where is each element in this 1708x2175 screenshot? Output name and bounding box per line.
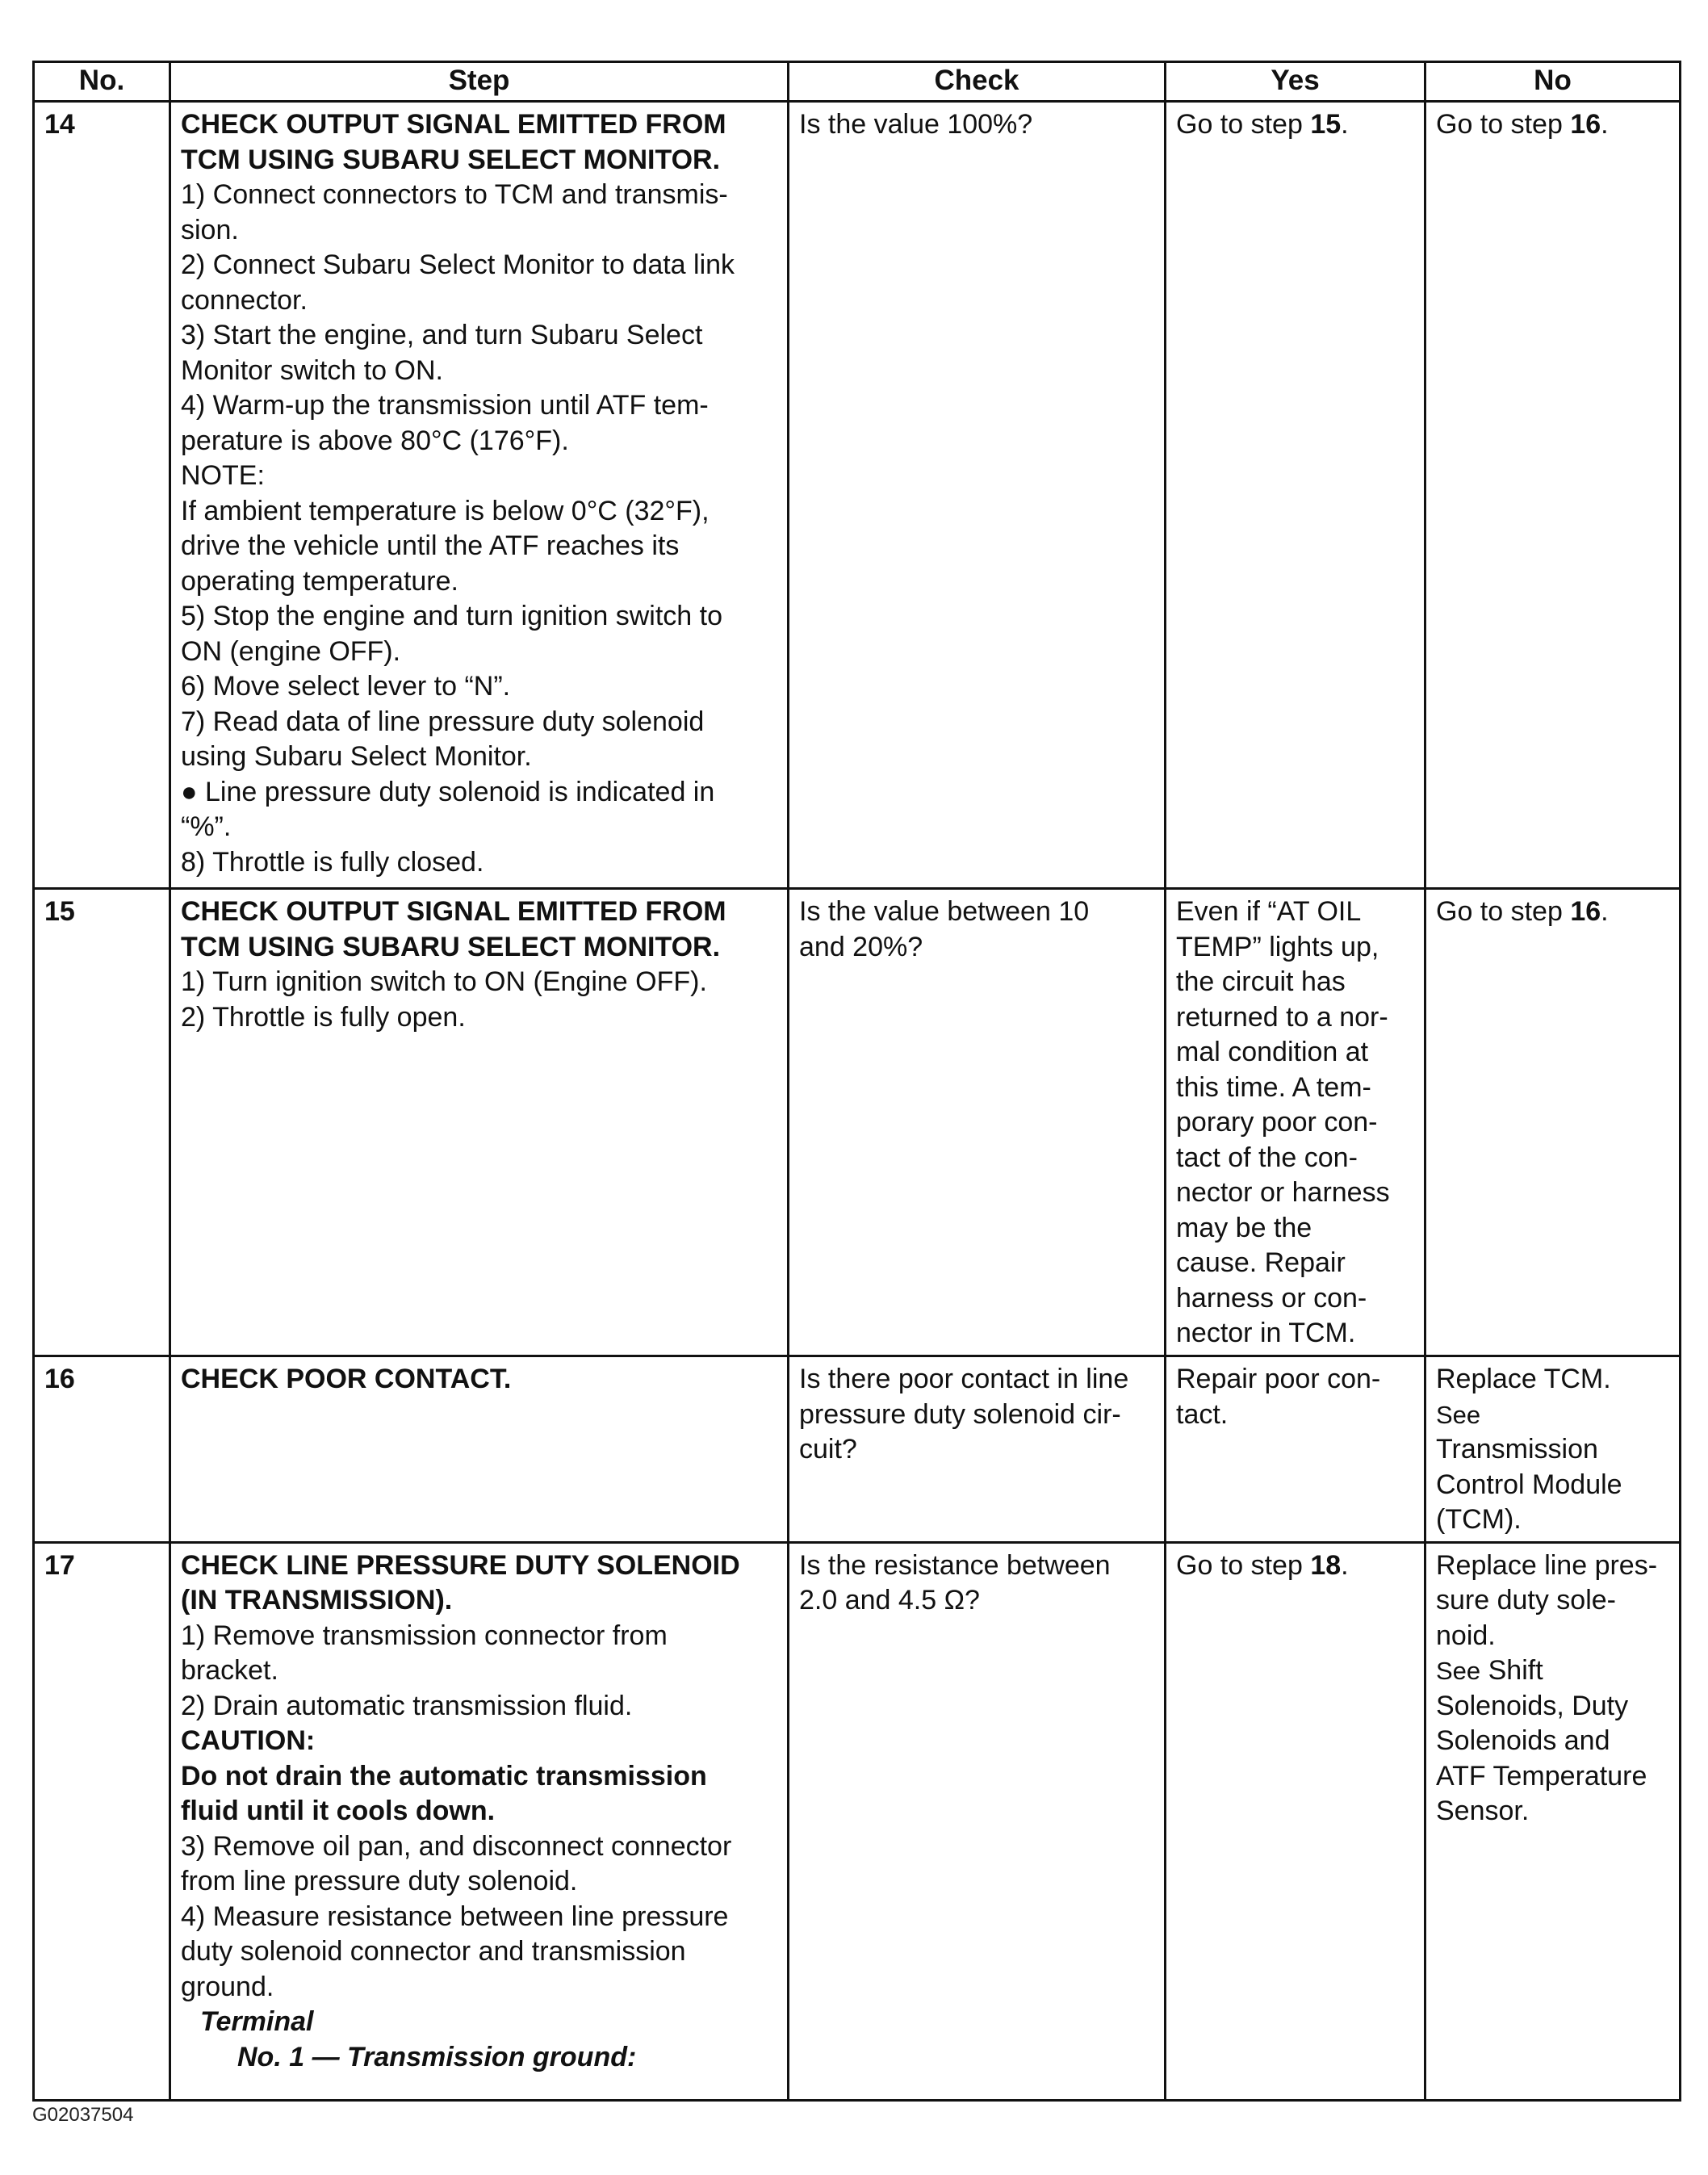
no-line: Replace TCM. [1436,1364,1611,1394]
caution-line: Do not drain the automatic transmission [181,1760,707,1792]
step-line: 8) Throttle is fully closed. [181,846,484,878]
step-line: connector. [181,284,308,316]
caution-line: fluid until it cools down. [181,1796,496,1826]
check-line: cuit? [799,1434,857,1465]
no-step-ref: 16 [1570,896,1601,927]
yes-line: tact. [1176,1398,1229,1430]
step-line: using Subaru Select Monitor. [181,741,532,772]
no-text: Go to step [1436,896,1571,927]
step-line: 1) Remove transmission connector from [181,1620,668,1651]
step-line: perature is above 80°C (176°F). [181,425,569,456]
yes-line: cause. Repair [1176,1247,1346,1278]
yes-suffix: . [1341,1549,1349,1581]
header-no: No. [34,62,170,102]
yes-text: Go to step [1176,1549,1311,1581]
reference-link: Solenoids and [1436,1725,1610,1756]
yes-line: TEMP” lights up, [1176,931,1379,962]
no-step-ref: 16 [1570,109,1601,140]
terminal-label: Terminal [200,2006,314,2037]
header-no-result: No [1425,62,1681,102]
no-text: Go to step [1436,109,1571,140]
yes-line: nector or harness [1176,1177,1390,1208]
step-line: duty solenoid connector and transmission [181,1936,686,1967]
step-title: CHECK OUTPUT SIGNAL EMITTED FROM TCM USING SUBARU SELECT MONITOR. [181,896,726,962]
check-cell [789,1356,1166,1543]
yes-cell [1166,889,1425,1356]
step-cell [170,102,789,889]
reference-link: ATF Temperature [1436,1760,1647,1792]
yes-line: Repair poor con- [1176,1364,1381,1394]
see-label: See [1436,1400,1481,1429]
step-line: 2) Throttle is fully open. [181,1001,466,1033]
header-check: Check [789,62,1166,102]
step-number: 14 [34,102,170,889]
check-cell [789,1542,1166,2100]
table-header-row [34,62,1681,102]
no-cell [1425,1542,1681,2100]
note-line: If ambient temperature is below 0°C (32°F), [181,495,710,526]
terminal-value: No. 1 — Transmission ground: [237,2041,637,2072]
yes-line: returned to a nor- [1176,1001,1388,1033]
diagnostic-table [32,61,1681,2102]
header-step: Step [170,62,789,102]
reference-link: (TCM). [1436,1504,1522,1535]
note-line: operating temperature. [181,565,458,597]
step-title: CHECK LINE PRESSURE DUTY SOLENOID [181,1549,740,1581]
yes-cell [1166,1542,1425,2100]
step-line: 5) Stop the engine and turn ignition switch to [181,601,722,631]
yes-line: harness or con- [1176,1282,1367,1314]
table-row [34,1356,1681,1543]
reference-link: Shift [1480,1655,1543,1686]
step-title: CHECK OUTPUT SIGNAL EMITTED FROM TCM USING SUBARU SELECT MONITOR. [181,109,726,175]
yes-cell [1166,102,1425,889]
check-line: pressure duty solenoid cir- [799,1398,1121,1430]
no-line: noid. [1436,1620,1496,1651]
bullet-line: ● Line pressure duty solenoid is indicated in [181,776,715,807]
step-line: 1) Connect connectors to TCM and transmis- [181,179,728,210]
step-line: from line pressure duty solenoid. [181,1866,578,1896]
step-title: CHECK POOR CONTACT. [181,1364,512,1394]
no-cell [1425,1356,1681,1543]
note-label: NOTE: [181,460,265,491]
yes-line: this time. A tem- [1176,1071,1371,1103]
figure-code: G02037504 [32,2104,134,2126]
no-line: sure duty sole- [1436,1585,1616,1616]
yes-step-ref: 15 [1310,109,1342,140]
reference-link: Transmission [1436,1434,1598,1465]
step-line: 6) Move select lever to “N”. [181,671,511,702]
no-suffix: . [1601,896,1609,927]
check-line: Is the value between 10 [799,896,1090,927]
yes-step-ref: 18 [1310,1549,1342,1581]
yes-line: nector in TCM. [1176,1318,1356,1348]
check-cell [789,889,1166,1356]
table-row [34,102,1681,889]
yes-line: may be the [1176,1212,1312,1243]
check-line: and 20%? [799,931,923,962]
step-line: 1) Turn ignition switch to ON (Engine OFF). [181,966,707,997]
yes-line: mal condition at [1176,1037,1369,1067]
no-suffix: . [1601,109,1609,140]
yes-line: the circuit has [1176,966,1346,997]
step-line: ground. [181,1971,274,2002]
check-text: Is the value 100%? [799,109,1033,140]
step-line: 2) Connect Subaru Select Monitor to data link [181,249,735,280]
step-line: 3) Remove oil pan, and disconnect connector [181,1830,732,1862]
yes-line: porary poor con- [1176,1107,1378,1138]
check-line: Is there poor contact in line [799,1364,1129,1394]
table-row [34,1542,1681,2100]
step-line: 2) Drain automatic transmission fluid. [181,1690,633,1721]
step-title: (IN TRANSMISSION). [181,1585,453,1616]
step-line: 7) Read data of line pressure duty solenoid [181,706,705,737]
step-line: sion. [181,214,239,245]
step-number: 15 [34,889,170,1356]
see-label: See [1436,1657,1481,1685]
step-line: 3) Start the engine, and turn Subaru Select [181,320,703,350]
step-cell [170,1356,789,1543]
step-line: Monitor switch to ON. [181,354,443,386]
step-line: 4) Warm-up the transmission until ATF tem- [181,390,709,421]
check-cell [789,102,1166,889]
yes-text: Go to step [1176,109,1311,140]
yes-line: Even if “AT OIL [1176,896,1362,927]
no-cell [1425,102,1681,889]
header-yes: Yes [1166,62,1425,102]
yes-cell [1166,1356,1425,1543]
yes-suffix: . [1341,109,1349,140]
note-line: drive the vehicle until the ATF reaches its [181,530,680,561]
step-cell [170,1542,789,2100]
check-line: 2.0 and 4.5 Ω? [799,1585,980,1616]
caution-label: CAUTION: [181,1725,316,1756]
step-line: ON (engine OFF). [181,635,401,667]
no-cell [1425,889,1681,1356]
step-cell [170,889,789,1356]
no-line: Replace line pres- [1436,1549,1658,1581]
reference-link: Sensor. [1436,1796,1530,1826]
table-row [34,889,1681,1356]
step-line: bracket. [181,1655,278,1686]
step-line: 4) Measure resistance between line pressure [181,1901,729,1932]
reference-link: Control Module [1436,1469,1622,1500]
reference-link: Solenoids, Duty [1436,1690,1629,1721]
step-number: 16 [34,1356,170,1543]
step-number: 17 [34,1542,170,2100]
check-line: Is the resistance between [799,1549,1111,1581]
yes-line: tact of the con- [1176,1142,1358,1173]
bullet-line: “%”. [181,811,232,842]
